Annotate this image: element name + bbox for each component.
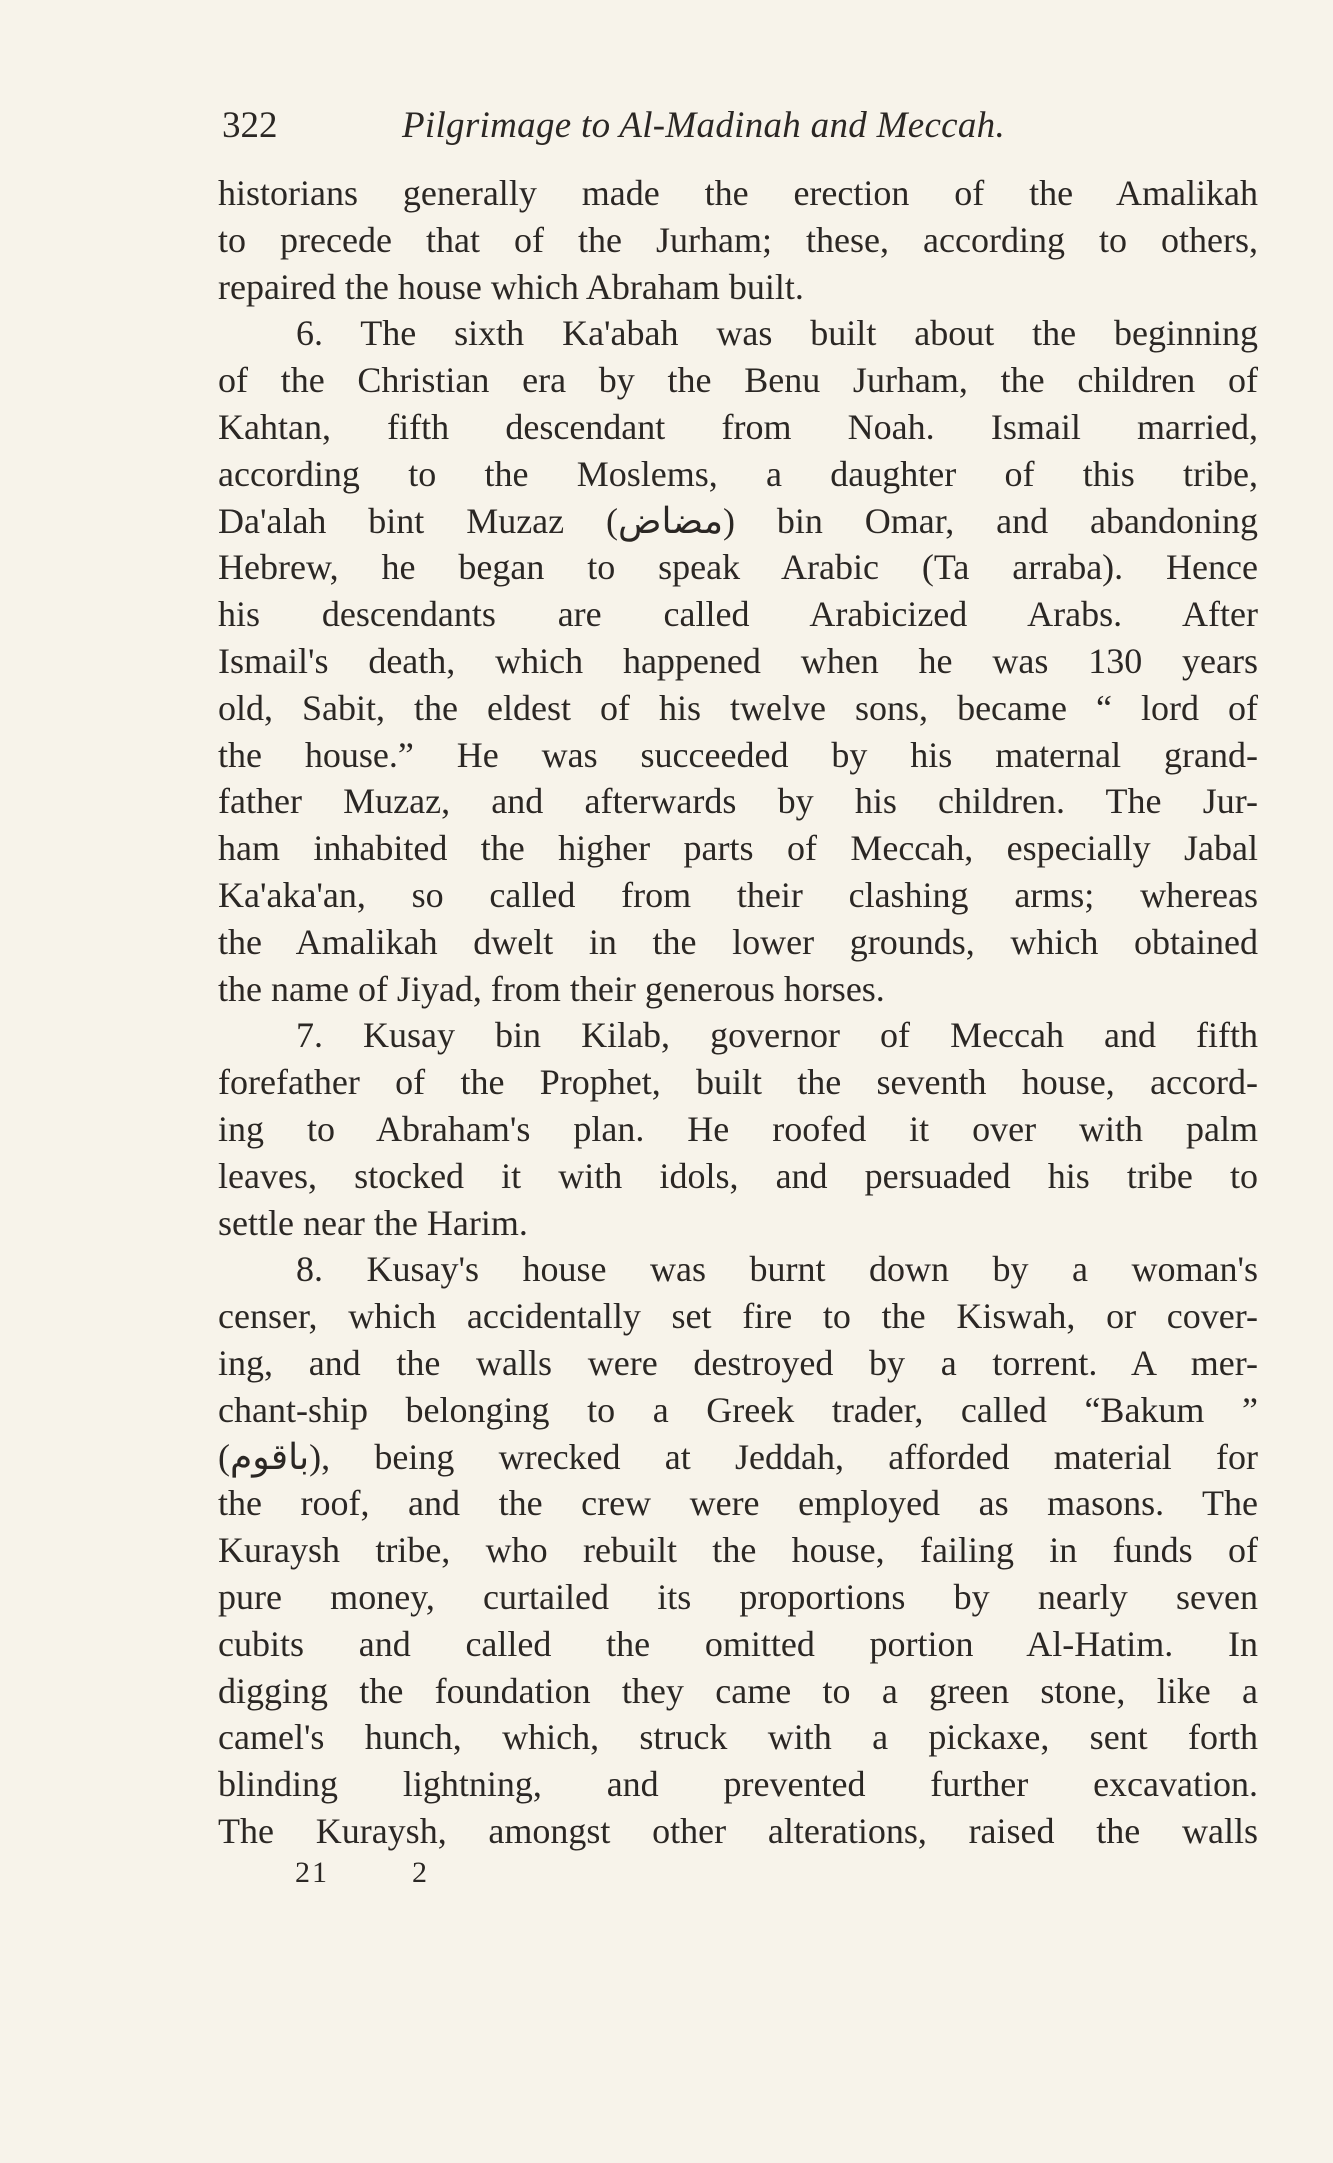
running-head	[222, 96, 1272, 156]
running-title: Pilgrimage to Al-Madinah and Meccah.	[402, 105, 1006, 146]
text-line: ing, and the walls were destroyed by a torrent. A mer-	[218, 1342, 1258, 1383]
text-line: censer, which accidentally set fire to the Kiswah, or cover-	[218, 1296, 1258, 1337]
page-number: 322	[222, 105, 278, 146]
signature-sheet: 21	[295, 1856, 329, 1889]
text-line: 8. Kusay's house was burnt down by a woman's	[296, 1249, 1258, 1290]
text-line: leaves, stocked it with idols, and persuaded his tribe to	[218, 1155, 1258, 1196]
text-line: ham inhabited the higher parts of Meccah, especially Jabal	[218, 828, 1258, 869]
text-line: digging the foundation they came to a green stone, like a	[218, 1670, 1258, 1711]
text-line: Kahtan, fifth descendant from Noah. Ismail married,	[218, 406, 1258, 447]
text-line: father Muzaz, and afterwards by his children. The Jur-	[218, 781, 1258, 822]
text-line: Da'alah bint Muzaz (مضاض) bin Omar, and abandoning	[218, 500, 1259, 541]
text-line: cubits and called the omitted portion Al-Hatim. In	[218, 1623, 1258, 1664]
text-line: 6. The sixth Ka'abah was built about the beginning	[296, 313, 1258, 354]
signature-mark: 2	[412, 1856, 429, 1889]
text-line: camel's hunch, which, struck with a pickaxe, sent forth	[218, 1717, 1258, 1758]
text-line: the house.” He was succeeded by his maternal grand-	[218, 734, 1258, 775]
text-line: old, Sabit, the eldest of his twelve sons, became “ lord of	[218, 687, 1258, 728]
text-line: 7. Kusay bin Kilab, governor of Meccah and fifth	[296, 1015, 1258, 1056]
text-line: blinding lightning, and prevented further excavation.	[218, 1764, 1258, 1805]
text-line: Ka'aka'an, so called from their clashing arms; whereas	[218, 874, 1258, 915]
text-line: chant-ship belonging to a Greek trader, called “Bakum ”	[218, 1389, 1258, 1430]
text-line: The Kuraysh, amongst other alterations, raised the walls	[218, 1810, 1258, 1851]
text-line: according to the Moslems, a daughter of this tribe,	[218, 453, 1258, 494]
text-line: Ismail's death, which happened when he was 130 years	[218, 640, 1258, 681]
text-line: ing to Abraham's plan. He roofed it over with palm	[218, 1108, 1258, 1149]
text-line: (باقوم), being wrecked at Jeddah, afforded material for	[218, 1436, 1258, 1477]
text-line: his descendants are called Arabicized Arabs. After	[218, 594, 1258, 635]
text-line: the Amalikah dwelt in the lower grounds, which obtained	[218, 921, 1258, 962]
body-text	[218, 170, 1258, 1855]
text-line: repaired the house which Abraham built.	[218, 266, 804, 307]
text-line: to precede that of the Jurham; these, according to others,	[218, 219, 1258, 260]
text-line: pure money, curtailed its proportions by nearly seven	[218, 1576, 1258, 1617]
text-line: historians generally made the erection of the Amalikah	[218, 173, 1258, 213]
text-line: forefather of the Prophet, built the seventh house, accord-	[218, 1062, 1258, 1103]
text-line: Hebrew, he began to speak Arabic (Ta arraba). Hence	[218, 547, 1258, 588]
text-line: Kuraysh tribe, who rebuilt the house, failing in funds of	[218, 1530, 1258, 1571]
text-line: of the Christian era by the Benu Jurham, the children of	[218, 360, 1258, 401]
text-line: the roof, and the crew were employed as masons. The	[218, 1483, 1258, 1524]
text-line: the name of Jiyad, from their generous horses.	[218, 968, 885, 1009]
text-line: settle near the Harim.	[218, 1202, 528, 1243]
